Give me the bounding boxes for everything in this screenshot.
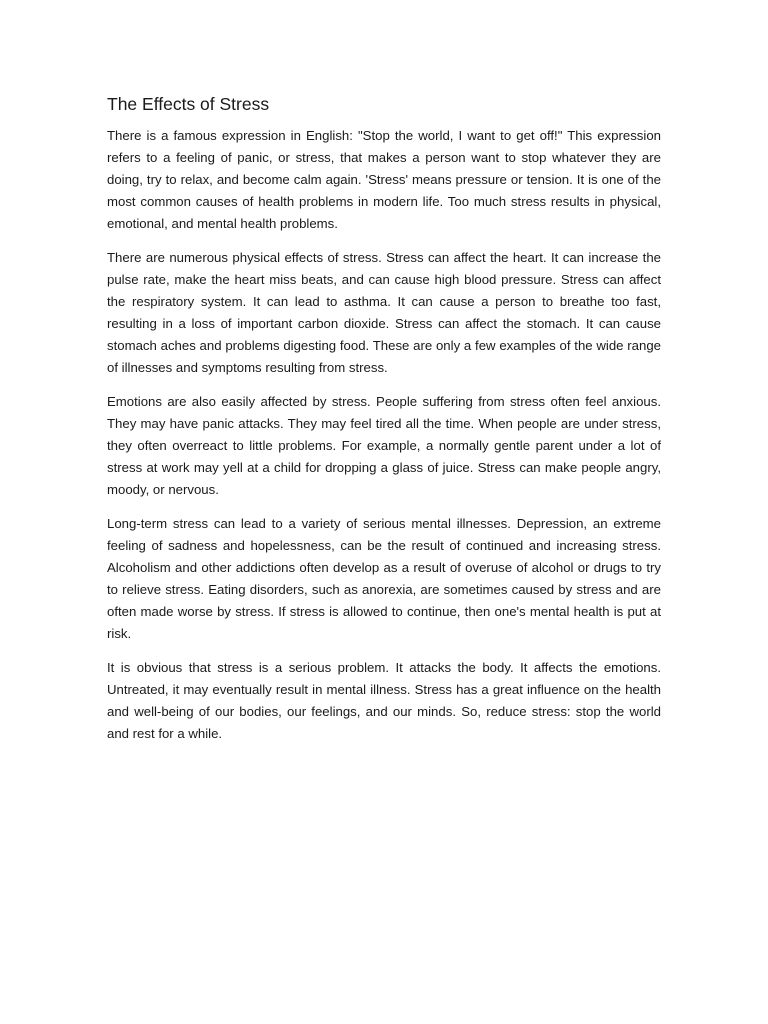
document-body: [107, 92, 661, 757]
paragraph-mental-effects: Long-term stress can lead to a variety of serious mental illnesses. Depression, an extreme feeling of sadness and hopelessness, can be the result of continued and increasing stress. Alcoholism and other addictions often develop as a result of overuse of alcohol or drugs to try to relieve stress. Eating disorders, such as anorexia, are sometimes caused by stress and are often made worse by stress. If stress is allowed to continue, then one's mental health is put at risk.: [107, 516, 661, 641]
document-title: The Effects of Stress: [107, 94, 270, 114]
paragraph-emotional-effects: Emotions are also easily affected by stress. People suffering from stress often feel anxious. They may have panic attacks. They may feel tired all the time. When people are under stress, they often overreact to little problems. For example, a normally gentle parent under a lot of stress at work may yell at a child for dropping a glass of juice. Stress can make people angry, moody, or nervous.: [107, 394, 661, 497]
paragraph-conclusion: It is obvious that stress is a serious problem. It attacks the body. It affects the emotions. Untreated, it may eventually result in mental illness. Stress has a great influence on the health and well-being of our bodies, our feelings, and our minds. So, reduce stress: stop the world and rest for a while.: [107, 660, 661, 741]
paragraph-physical-effects: There are numerous physical effects of stress. Stress can affect the heart. It can increase the pulse rate, make the heart miss beats, and can cause high blood pressure. Stress can affect the respiratory system. It can lead to asthma. It can cause a person to breathe too fast, resulting in a loss of important carbon dioxide. Stress can affect the stomach. It can cause stomach aches and problems digesting food. These are only a few examples of the wide range of illnesses and symptoms resulting from stress.: [107, 250, 661, 375]
paragraph-intro: There is a famous expression in English: "Stop the world, I want to get off!" This expression refers to a feeling of panic, or stress, that makes a person want to stop whatever they are doing, try to relax, and become calm again. 'Stress' means pressure or tension. It is one of the most common causes of health problems in modern life. Too much stress results in physical, emotional, and mental health problems.: [107, 128, 661, 231]
